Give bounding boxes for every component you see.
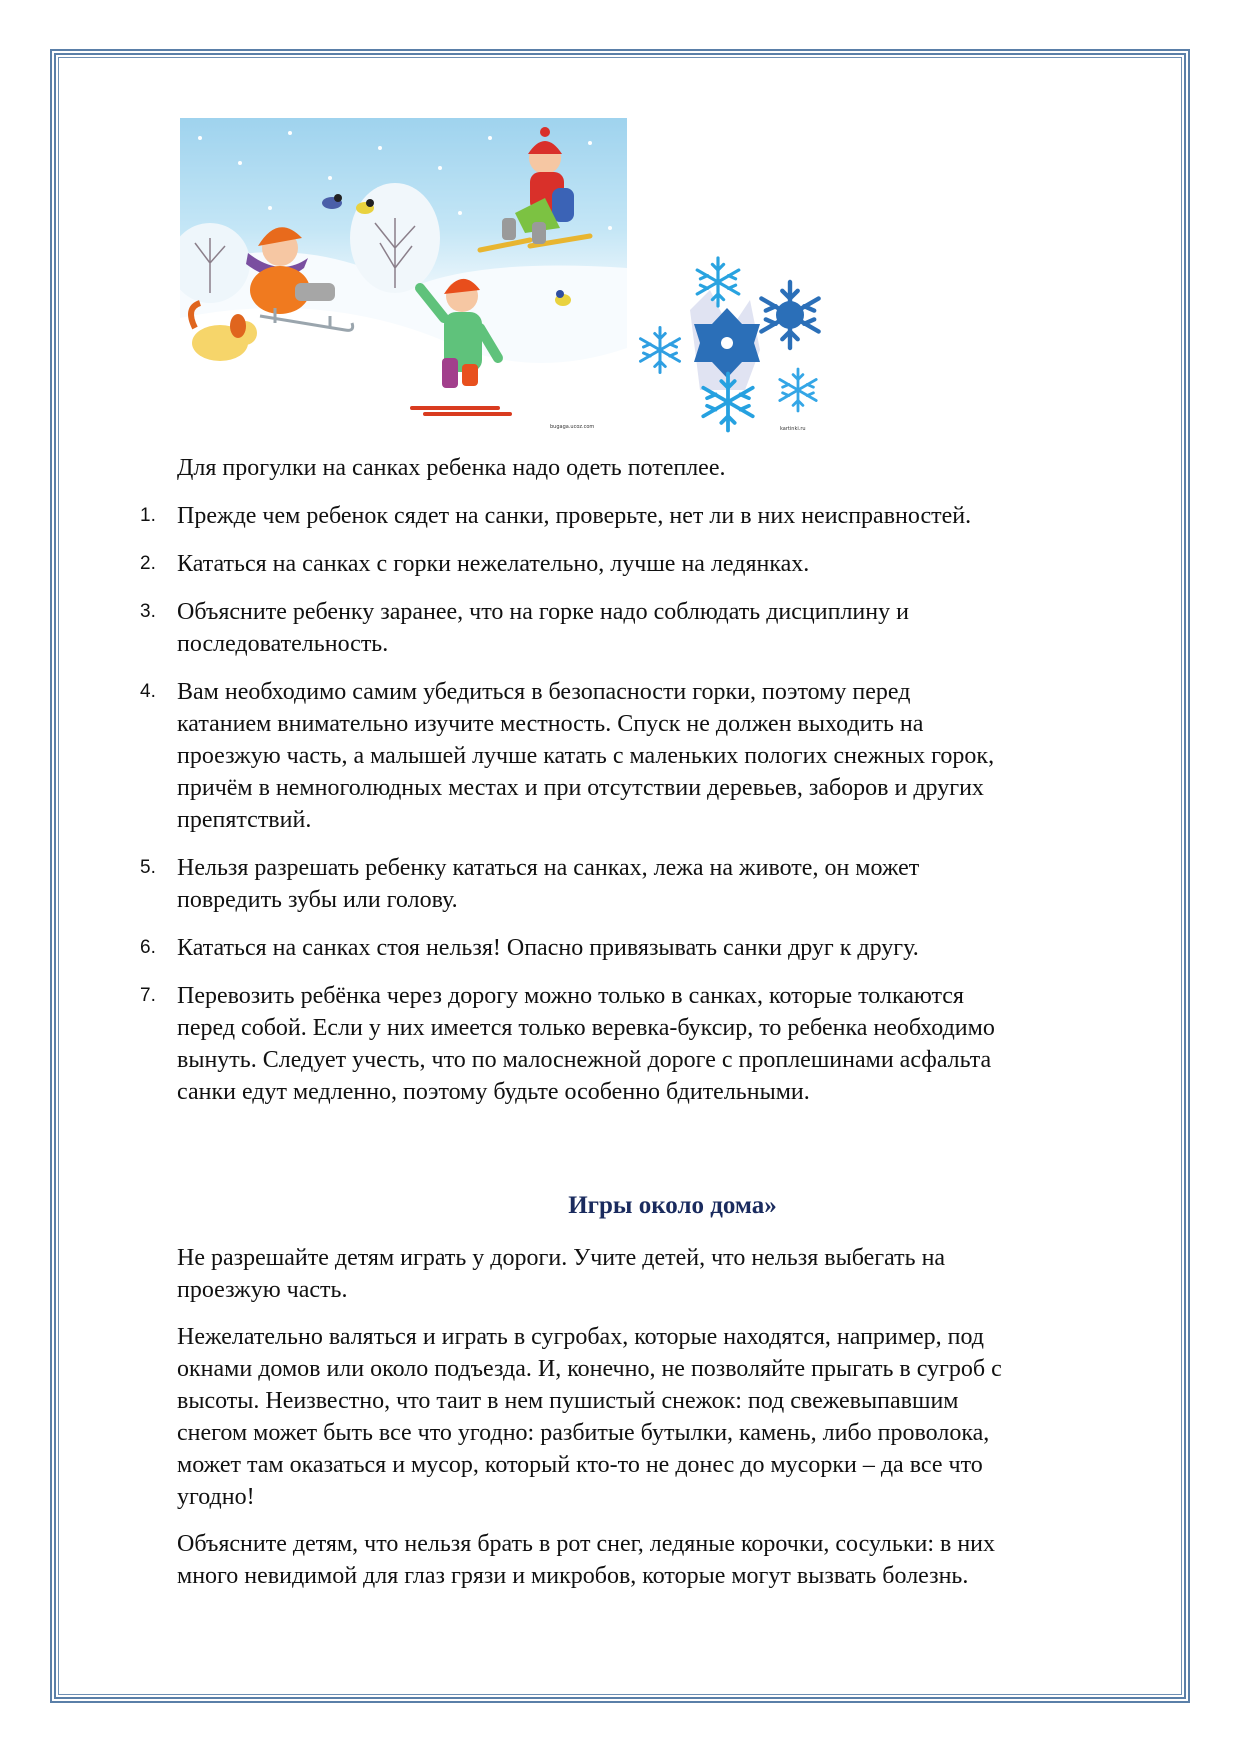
list-item-text: Перевозить ребёнка через дорогу можно только в санках, которые толкаются xyxy=(177,983,964,1009)
list-item-text: повредить зубы или голову. xyxy=(177,887,458,913)
paragraph-line: проезжую часть. xyxy=(177,1277,348,1303)
list-item-text: вынуть. Следует учесть, что по малоснежной дороге с проплешинами асфальта xyxy=(177,1047,992,1073)
list-item-text: Кататься на санках стоя нельзя! Опасно привязывать санки друг к другу. xyxy=(177,935,919,961)
list-number: 6. xyxy=(140,937,156,958)
paragraph-line: Не разрешайте детям играть у дороги. Учите детей, что нельзя выбегать на xyxy=(177,1245,946,1271)
sledding-scene-icon xyxy=(180,118,627,436)
list-item-text: Кататься на санках с горки нежелательно, лучше на ледянках. xyxy=(177,551,810,577)
paragraph-line: угодно! xyxy=(177,1484,255,1510)
paragraph-line: снегом может быть все что угодно: разбитые бутылки, камень, либо проволока, xyxy=(177,1420,990,1446)
list-item-text: причём в немноголюдных местах и при отсутствии деревьев, заборов и других xyxy=(177,775,984,801)
list-number: 4. xyxy=(140,681,156,702)
list-item-text: перед собой. Если у них имеется только веревка-буксир, то ребенка необходимо xyxy=(177,1015,995,1041)
paragraph-line: Нежелательно валяться и играть в сугробах, которые находятся, например, под xyxy=(177,1324,984,1350)
list-item-text: Нельзя разрешать ребенку кататься на санках, лежа на животе, он может xyxy=(177,855,920,881)
list-number: 7. xyxy=(140,985,156,1006)
paragraph-line: окнами домов или около подъезда. И, конечно, не позволяйте прыгать в сугроб с xyxy=(177,1356,1002,1382)
list-item-text: последовательность. xyxy=(177,631,389,657)
list-number: 1. xyxy=(140,505,156,526)
list-item-text: проезжую часть, а малышей лучше катать с маленьких пологих снежных горок, xyxy=(177,743,995,769)
image-credit: kartinki.ru xyxy=(780,426,806,432)
list-item-text: катанием внимательно изучите местность. Спуск не должен выходить на xyxy=(177,711,924,737)
section-heading: Игры около дома» xyxy=(568,1192,777,1219)
intro-paragraph: Для прогулки на санках ребенка надо одеть потеплее. xyxy=(177,455,726,481)
snowflakes-illustration xyxy=(630,240,842,438)
list-number: 3. xyxy=(140,601,156,622)
list-number: 5. xyxy=(140,857,156,878)
list-item-text: Прежде чем ребенок сядет на санки, проверьте, нет ли в них неисправностей. xyxy=(177,503,972,529)
list-item-text: санки едут медленно, поэтому будьте особенно бдительными. xyxy=(177,1079,810,1105)
list-number: 2. xyxy=(140,553,156,574)
list-item-text: препятствий. xyxy=(177,807,312,833)
winter-sledding-illustration xyxy=(180,118,627,436)
paragraph-line: много невидимой для глаз грязи и микробов, которые могут вызвать болезнь. xyxy=(177,1563,969,1589)
image-credit: bugaga.ucoz.com xyxy=(550,424,595,430)
list-item-text: Вам необходимо самим убедиться в безопасности горки, поэтому перед xyxy=(177,679,911,705)
paragraph-line: может там оказаться и мусор, который кто-то не донес до мусорки – да все что xyxy=(177,1452,983,1478)
snowflake-icon xyxy=(630,240,842,438)
paragraph-line: высоты. Неизвестно, что таит в нем пушистый снежок: под свежевыпавшим xyxy=(177,1388,959,1414)
paragraph-line: Объясните детям, что нельзя брать в рот снег, ледяные корочки, сосульки: в них xyxy=(177,1531,996,1557)
list-item-text: Объясните ребенку заранее, что на горке надо соблюдать дисциплину и xyxy=(177,599,909,625)
